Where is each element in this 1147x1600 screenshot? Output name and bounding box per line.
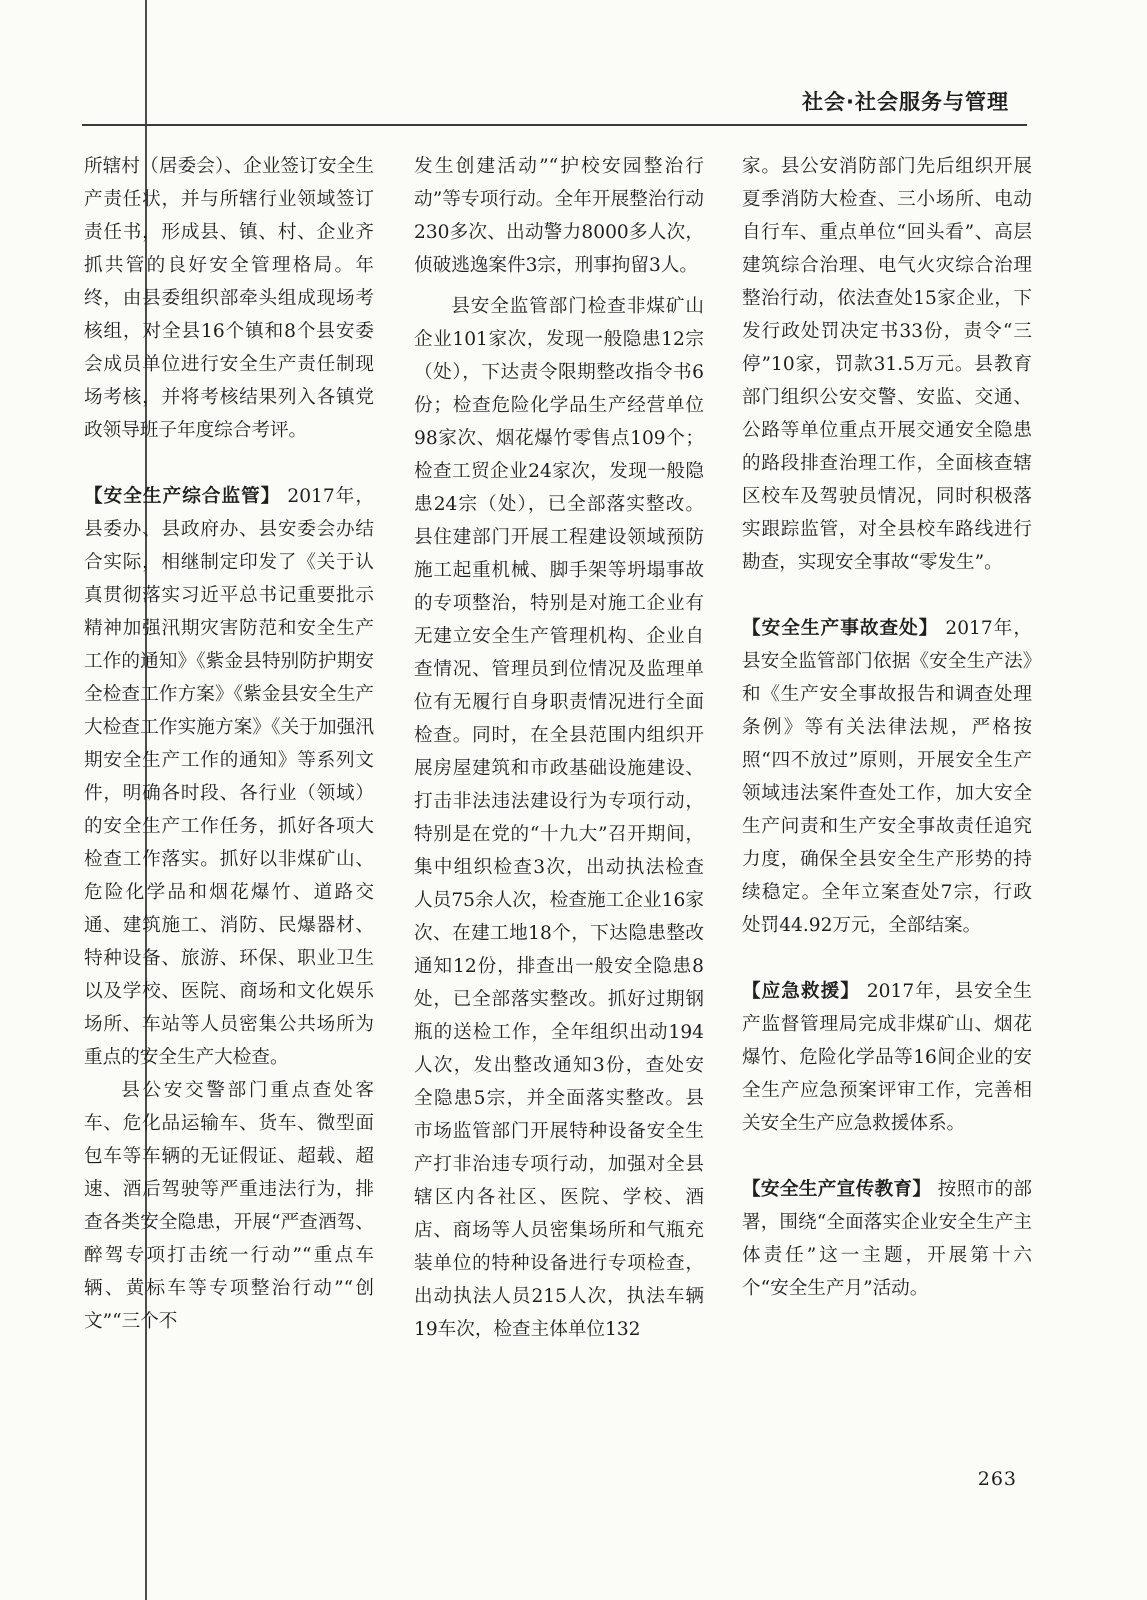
section-title: 【应急救援】 bbox=[742, 981, 860, 1002]
section-title: 【安全生产宣传教育】 bbox=[742, 1179, 932, 1200]
section-paragraph bbox=[84, 480, 374, 1074]
paragraph-text: 县安全监管部门检查非煤矿山企业101家次，发现一般隐患12宗（处），下达责令限期整改指令书6份；检查危险化学品生产经营单位98家次、烟花爆竹零售点109个；检查工贸企业24家次，发现一般隐患24宗（处），已全部落实整改。县住建部门开展工程建设领域预防施工起重机械、脚手架等坍塌事故的专项整治，特别是对施工企业有无建立安全生产管理机构、企业自查情况、管理员到位情况及监理单位有无履行自身职责情况进行全面检查。同时，在全县范围内组织开展房屋建筑和市政基础设施建设、打击非法违法建设行为专项行动，特别是在党的“十九大”召开期间，集中组织检查3次，出动执法检查人员75余人次，检查施工企业16家次、在建工地18个，下达隐患整改通知12份，排查出一般安全隐患8处，已全部落实整改。抓好过期钢瓶的送检工作，全年组织出动194人次，发出整改通知3份，查处安全隐患5宗，并全面落实整改。县市场监管部门开展特种设备安全生产打非治违专项行动，加强对全县辖区内各社区、医院、学校、酒店、商场等人员密集场所和气瓶充装单位的特种设备进行专项检查，出动执法人员215人次，执法车辆19车次，检查主体单位132 bbox=[414, 296, 704, 1340]
section-title: 【安全生产事故查处】 bbox=[742, 618, 939, 639]
paragraph bbox=[414, 150, 704, 282]
paragraph-text: 2017年，县委办、县政府办、县安委会办结合实际，相继制定印发了《关于认真贯彻落实习近平总书记重要批示精神加强汛期灾害防范和安全生产工作的通知》《紫金县特别防护期安全检查工作方案》《紫金县安全生产大检查工作实施方案》《关于加强汛期安全生产工作的通知》等系列文件，明确各时段、各行业（领域）的安全生产工作任务，抓好各项大检查工作落实。抓好以非煤矿山、危险化学品和烟花爆竹、道路交通、建筑施工、消防、民爆器材、特种设备、旅游、环保、职业卫生以及学校、医院、商场和文化娱乐场所、车站等人员密集公共场所为重点的安全生产大检查。 bbox=[84, 486, 374, 1068]
section-paragraph bbox=[742, 975, 1032, 1140]
paragraph-text: 所辖村（居委会）、企业签订安全生产责任状，并与所辖行业领域签订责任书，形成县、镇、村、企业齐抓共管的良好安全管理格局。年终，由县委组织部牵头组成现场考核组，对全县16个镇和8个县安委会成员单位进行安全生产责任制现场考核，并将考核结果列入各镇党政领导班子年度综合考评。 bbox=[84, 156, 374, 441]
paragraph-text: 县公安交警部门重点查处客车、危化品运输车、货车、微型面包车等车辆的无证假证、超载、超速、酒后驾驶等严重违法行为，排查各类安全隐患，开展“严查酒驾、醉驾专项打击统一行动”“重点车辆、黄标车等专项整治行动”“创文”“三个不 bbox=[84, 1080, 374, 1332]
paragraph-text: 2017年，县安全生产监督管理局完成非煤矿山、烟花爆竹、危险化学品等16间企业的安全生产应急预案评审工作，完善相关安全生产应急救援体系。 bbox=[742, 981, 1032, 1134]
section-paragraph bbox=[742, 612, 1032, 942]
paragraph bbox=[742, 150, 1032, 579]
paragraph-text: 发生创建活动”“护校安园整治行动”等专项行动。全年开展整治行动230多次、出动警力8000多人次，侦破逃逸案件3宗，刑事拘留3人。 bbox=[414, 156, 704, 276]
page-number: 263 bbox=[977, 1468, 1017, 1490]
text-column-1 bbox=[84, 150, 374, 1338]
paragraph bbox=[84, 150, 374, 447]
paragraph-text: 家。县公安消防部门先后组织开展夏季消防大检查、三小场所、电动自行车、重点单位“回头看”、高层建筑综合治理、电气火灾综合治理整治行动，依法查处15家企业，下发行政处罚决定书33份，责令“三停”10家，罚款31.5万元。县教育部门组织公安交警、安监、交通、公路等单位重点开展交通安全隐患的路段排查治理工作，全面核查辖区校车及驾驶员情况，同时积极落实跟踪监管，对全县校车路线进行勘查，实现安全事故“零发生”。 bbox=[742, 156, 1032, 573]
section-title: 【安全生产综合监管】 bbox=[84, 486, 281, 507]
header-rule bbox=[82, 124, 1027, 126]
running-header: 社会·社会服务与管理 bbox=[802, 90, 1009, 114]
text-column-2 bbox=[414, 150, 704, 1346]
section-paragraph bbox=[742, 1173, 1032, 1305]
text-column-3 bbox=[742, 150, 1032, 1305]
paragraph bbox=[414, 290, 704, 1346]
paragraph-text: 按照市的部署，围绕“全面落实企业安全生产主体责任”这一主题，开展第十六个“安全生产月”活动。 bbox=[742, 1179, 1032, 1299]
paragraph bbox=[84, 1074, 374, 1338]
paragraph-text: 2017年，县安全监管部门依据《安全生产法》和《生产安全事故报告和调查处理条例》等有关法律法规，严格按照“四不放过”原则，开展安全生产领域违法案件查处工作，加大安全生产问责和生产安全事故责任追究力度，确保全县安全生产形势的持续稳定。全年立案查处7宗，行政处罚44.92万元，全部结案。 bbox=[742, 618, 1032, 936]
